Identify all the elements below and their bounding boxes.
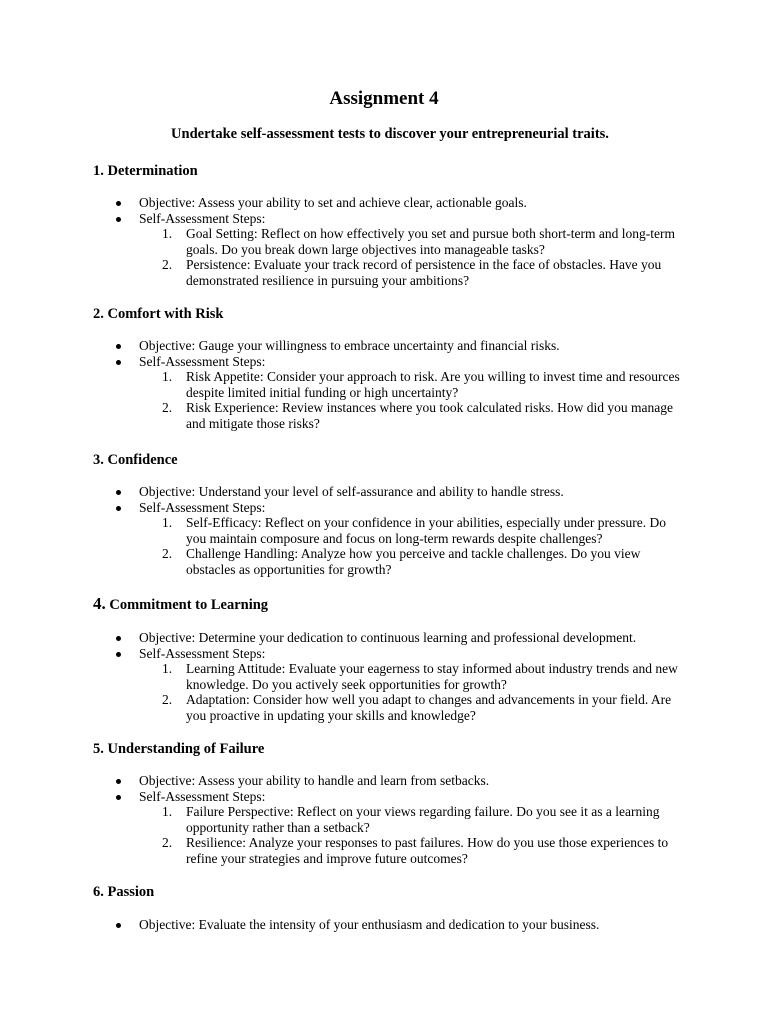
bullet-dot-icon [116, 652, 121, 657]
step-text: Failure Perspective: Reflect on your views regarding failure. Do you see it as a learning opportunity rather than a setback? [186, 804, 660, 835]
step-number: 2. [162, 546, 173, 561]
bullet-list [93, 484, 693, 515]
step-item [93, 546, 693, 577]
steps-label: Self-Assessment Steps: [139, 210, 266, 226]
section-comfort-with-risk [93, 305, 693, 431]
section-heading-number: 4. [93, 594, 106, 613]
step-number: 1. [162, 369, 173, 384]
bullet-dot-icon [116, 506, 121, 511]
step-text: Risk Appetite: Consider your approach to risk. Are you willing to invest time and resources despite limited initial funding or high uncertainty? [186, 369, 680, 400]
bullet-dot-icon [116, 923, 121, 928]
step-number: 1. [162, 515, 173, 530]
steps-item [93, 354, 693, 370]
step-item [93, 835, 693, 866]
steps-item [93, 789, 693, 805]
step-number: 2. [162, 692, 173, 707]
steps-label: Self-Assessment Steps: [139, 788, 266, 804]
step-text: Resilience: Analyze your responses to past failures. How do you use those experiences to refine your strategies and improve future outcomes? [186, 835, 669, 866]
objective-text: Objective: Gauge your willingness to embrace uncertainty and financial risks. [139, 338, 560, 353]
objective-item [93, 773, 693, 789]
step-number: 2. [162, 835, 173, 850]
section-confidence [93, 451, 693, 577]
section-heading: 6. Passion [93, 884, 155, 900]
section-heading: 3. Confidence [93, 452, 178, 468]
steps-list [93, 226, 693, 288]
step-item [93, 257, 693, 288]
objective-text: Objective: Determine your dedication to continuous learning and professional development. [139, 630, 637, 645]
steps-label: Self-Assessment Steps: [139, 645, 266, 661]
steps-list [93, 661, 693, 723]
step-number: 2. [162, 400, 173, 415]
steps-list [93, 804, 693, 866]
document-subtitle: Undertake self-assessment tests to discover your entrepreneurial traits. [171, 126, 609, 142]
objective-text: Objective: Understand your level of self-assurance and ability to handle stress. [139, 484, 564, 499]
step-item [93, 692, 693, 723]
bullet-dot-icon [116, 795, 121, 800]
step-number: 1. [162, 661, 173, 676]
step-item [93, 661, 693, 692]
steps-item [93, 211, 693, 227]
bullet-dot-icon [116, 344, 121, 349]
objective-item [93, 338, 693, 354]
step-text: Challenge Handling: Analyze how you perceive and tackle challenges. Do you view obstacles as opportunities for growth? [186, 546, 641, 577]
objective-text: Objective: Evaluate the intensity of your enthusiasm and dedication to your business. [139, 917, 600, 932]
bullet-list [93, 773, 693, 804]
step-number: 1. [162, 804, 173, 819]
section-determination [93, 162, 693, 288]
step-text: Risk Experience: Review instances where you took calculated risks. How did you manage and mitigate those risks? [186, 400, 673, 431]
steps-list [93, 369, 693, 431]
section-passion [93, 883, 693, 932]
step-text: Learning Attitude: Evaluate your eagerness to stay informed about industry trends and new knowledge. Do you actively seek opportunities for growth? [186, 661, 678, 692]
step-text: Adaptation: Consider how well you adapt to changes and advancements in your field. Are you proactive in updating your skills and knowledge? [186, 692, 672, 723]
bullet-dot-icon [116, 779, 121, 784]
bullet-list [93, 917, 693, 933]
step-number: 2. [162, 257, 173, 272]
bullet-dot-icon [116, 490, 121, 495]
objective-item [93, 484, 693, 500]
section-heading [93, 595, 693, 613]
section-heading-text: Commitment to Learning [109, 597, 269, 613]
steps-list [93, 515, 693, 577]
objective-item [93, 195, 693, 211]
step-item [93, 804, 693, 835]
step-text: Persistence: Evaluate your track record of persistence in the face of obstacles. Have you demonstrated resilience in pursuing your ambitions? [186, 257, 662, 288]
bullet-dot-icon [116, 217, 121, 222]
step-text: Self-Efficacy: Reflect on your confidence in your abilities, especially under pressure. Do you maintain composure and focus on long-term rewards despite challenges? [186, 515, 666, 546]
steps-item [93, 500, 693, 516]
step-text: Goal Setting: Reflect on how effectively you set and pursue both short-term and long-term goals. Do you break down large objectives into manageable tasks? [186, 226, 676, 257]
bullet-dot-icon [116, 201, 121, 206]
bullet-list [93, 630, 693, 661]
bullet-dot-icon [116, 636, 121, 641]
step-item [93, 226, 693, 257]
steps-label: Self-Assessment Steps: [139, 499, 266, 515]
section-heading: 5. Understanding of Failure [93, 741, 265, 757]
steps-label: Self-Assessment Steps: [139, 353, 266, 369]
document-title: Assignment 4 [329, 88, 439, 109]
step-item [93, 400, 693, 431]
section-heading: 2. Comfort with Risk [93, 306, 224, 322]
objective-text: Objective: Assess your ability to set and achieve clear, actionable goals. [139, 195, 527, 210]
section-heading: 1. Determination [93, 163, 198, 179]
bullet-list [93, 195, 693, 226]
section-understanding-of-failure [93, 740, 693, 866]
objective-item [93, 630, 693, 646]
steps-item [93, 646, 693, 662]
section-commitment-to-learning [93, 594, 693, 723]
bullet-list [93, 338, 693, 369]
step-number: 1. [162, 226, 173, 241]
step-item [93, 369, 693, 400]
objective-item [93, 917, 693, 933]
step-item [93, 515, 693, 546]
objective-text: Objective: Assess your ability to handle and learn from setbacks. [139, 773, 490, 788]
bullet-dot-icon [116, 360, 121, 365]
